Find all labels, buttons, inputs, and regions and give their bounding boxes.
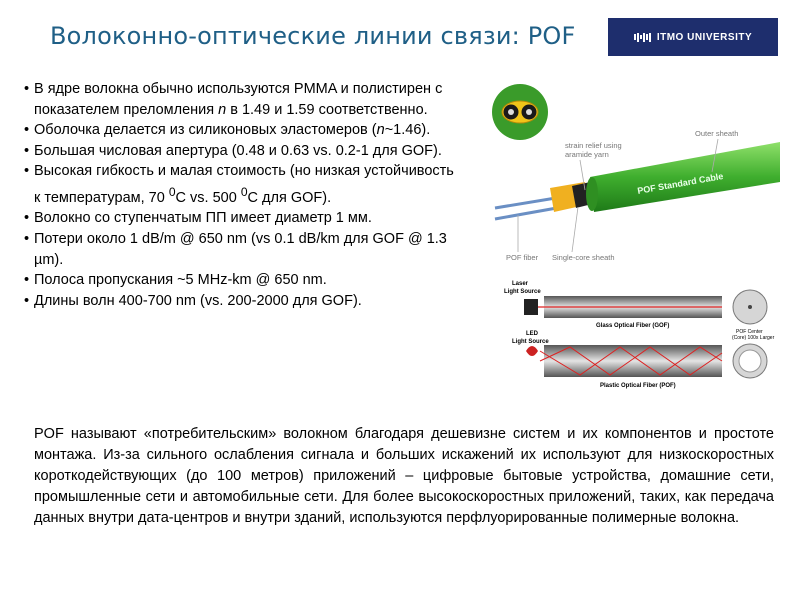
label-outer-sheath: Outer sheath	[695, 129, 739, 138]
logo-text: ITMO UNIVERSITY	[656, 31, 753, 43]
bullet-item: • Высокая гибкость и малая стоимость (но низкая устойчивость к температурам, 70 $^0$C vs. 500 $^0$C для GOF).	[24, 161, 464, 208]
pof-fiber	[526, 344, 767, 378]
gof-label: Glass Optical Fiber (GOF)	[596, 323, 670, 329]
core-label-2: (Core) 100x Larger	[732, 335, 775, 341]
logo-mark-icon	[634, 33, 651, 42]
cable-label: POF Standard Cable	[636, 171, 725, 196]
bullet-item: • В ядре волокна обычно используются PMMA и полистирен с показателем преломления n в 1.49 и 1.59 соответственно.	[24, 79, 464, 120]
laser-label-1: Laser	[512, 281, 529, 287]
led-label-2: Light Source	[512, 339, 549, 345]
itmo-logo	[608, 18, 778, 56]
pof-label: Plastic Optical Fiber (POF)	[600, 383, 676, 389]
laser-label-2: Light Source	[504, 289, 541, 295]
description-paragraph: POF называют «потребительским» волокном благодаря дешевизне систем и их компонентов и простоте монтажа. Из-за сильного ослабления сигнала и больших искажений их используют для низкоскоростных короткодействующих (до 100 метров) приложений – цифровые бытовые устройства, домашние сети, промышленные сети и автомобильные сети. Для более высокоскоростных приложений, таких, как передача данных внутри дата-центров и внутри зданий, используются перфлуорированные полимерные волокна.	[34, 426, 774, 526]
cable-cross-section	[492, 84, 548, 140]
label-pof-fiber: POF fiber	[506, 253, 539, 262]
label-single-core: Single-core sheath	[552, 253, 615, 262]
core-label-1: POF Center	[736, 329, 763, 335]
led-label-1: LED	[526, 331, 538, 337]
gof-fiber	[524, 290, 767, 324]
gof-vs-pof-diagram	[500, 279, 790, 397]
cable-body	[495, 142, 780, 219]
bullet-item: • Длины волн 400-700 nm (vs. 200-2000 для GOF).	[24, 291, 464, 312]
label-strain-relief-1: strain relief using	[565, 141, 622, 150]
bullet-item: • Потери около 1 dB/m @ 650 nm (vs 0.1 dB/km для GOF @ 1.3 µm).	[24, 229, 464, 270]
page-title: Волоконно-оптические линии связи: POF	[50, 22, 576, 50]
pof-cable-illustration	[490, 82, 780, 274]
bullet-item: • Большая числовая апертура (0.48 и 0.63 vs. 0.2-1 для GOF).	[24, 141, 464, 162]
label-strain-relief-2: aramide yarn	[565, 150, 609, 159]
bullet-item: • Полоса пропускания ~5 MHz-km @ 650 nm.	[24, 270, 464, 291]
bullet-list	[24, 79, 464, 311]
bullet-item: • Волокно со ступенчатым ПП имеет диаметр 1 мм.	[24, 208, 464, 229]
bullet-item: • Оболочка делается из силиконовых эластомеров (n~1.46).	[24, 120, 464, 141]
